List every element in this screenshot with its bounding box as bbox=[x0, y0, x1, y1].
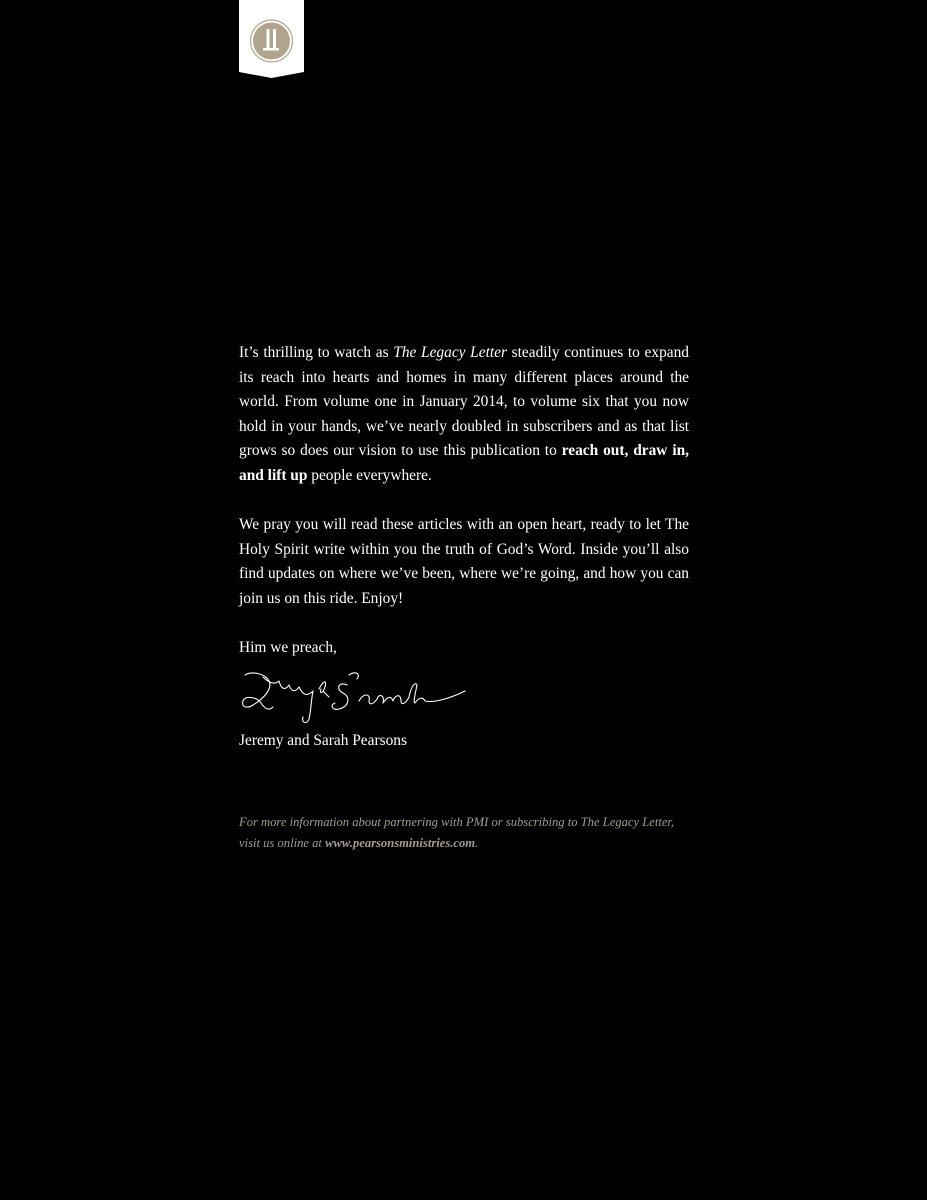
logo-ribbon bbox=[239, 0, 304, 78]
footer-note bbox=[239, 812, 691, 854]
signer-names: Jeremy and Sarah Pearsons bbox=[239, 731, 407, 749]
footer-period: . bbox=[475, 836, 479, 850]
intro-paragraph bbox=[239, 341, 689, 489]
intro-body: steadily continues to expand its reach into hearts and homes in many different places around the world. From volume one in January 2014, to volume six that you now hold in your hands, we’ve nearly doubled in subscribers and as that list grows so does our vision to use this publication to bbox=[239, 344, 689, 460]
letter-body bbox=[239, 341, 689, 753]
footer-text: For more information about partnering with PMI or subscribing to The Legacy Letter, visit us online at bbox=[239, 815, 675, 850]
logo-badge bbox=[239, 0, 304, 78]
website-link[interactable]: www.pearsonsministries.com bbox=[325, 836, 476, 850]
publication-title: The Legacy Letter bbox=[393, 344, 507, 361]
prayer-paragraph: We pray you will read these articles with an open heart, ready to let The Holy Spirit write within you the truth of God’s Word. Inside you’ll also find updates on where we’ve been, where we’re going, and how you can join us on this ride. Enjoy! bbox=[239, 516, 689, 607]
mission-emphasis: reach out, draw in, and lift up bbox=[239, 442, 689, 484]
intro-ending: people everywhere. bbox=[307, 466, 432, 484]
handwritten-signature bbox=[239, 667, 469, 727]
closing-line: Him we preach, bbox=[239, 639, 337, 657]
intro-text: It’s thrilling to watch as bbox=[239, 344, 394, 361]
